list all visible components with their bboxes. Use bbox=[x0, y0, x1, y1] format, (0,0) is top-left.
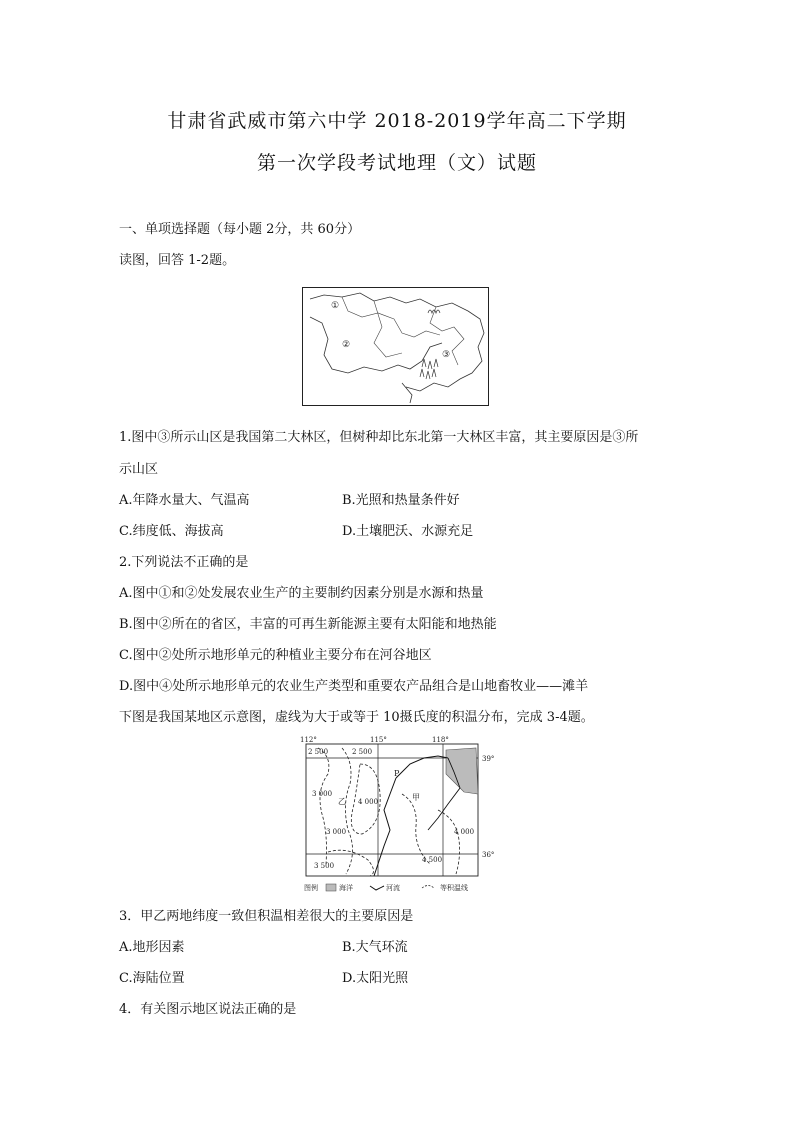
map2-iso-3000-b: 3 000 bbox=[326, 828, 347, 836]
map2-iso-4500: 4 500 bbox=[422, 856, 443, 864]
map2-iso-4000-b: 4 000 bbox=[454, 828, 475, 836]
question-1-stem-line2: 示山区 bbox=[119, 462, 159, 477]
question-1-option-a: A.年降水量大、气温高 bbox=[119, 493, 250, 508]
question-2-option-b: B.图中②所在的省区，丰富的可再生新能源主要有太阳能和地热能 bbox=[119, 617, 497, 632]
question-2-option-a: A.图中①和②处发展农业生产的主要制约因素分别是水源和热量 bbox=[119, 586, 484, 601]
map2-place-yi: 乙 bbox=[338, 797, 346, 806]
question-3-option-c: C.海陆位置 bbox=[119, 971, 185, 986]
map1-label-3: ③ bbox=[442, 350, 451, 360]
question-2-option-c: C.图中②处所示地形单元的种植业主要分布在河谷地区 bbox=[119, 648, 432, 663]
page-title-line2: 第一次学段考试地理（文）试题 bbox=[256, 152, 537, 174]
map-figure-2 bbox=[298, 734, 498, 894]
map2-iso-3500: 3 500 bbox=[314, 862, 335, 870]
question-1-option-b: B.光照和热量条件好 bbox=[342, 493, 460, 508]
map2-iso-4000-a: 4 000 bbox=[358, 798, 379, 806]
map2-place-jia: 甲 bbox=[412, 793, 420, 802]
map2-legend-isoline: 等积温线 bbox=[440, 884, 468, 892]
intro-questions-3-4: 下图是我国某地区示意图，虚线为大于或等于 10摄氏度的积温分布，完成 3-4题。 bbox=[119, 710, 594, 725]
question-3-stem: 3．甲乙两地纬度一致但积温相差很大的主要原因是 bbox=[119, 909, 414, 924]
question-1-option-d: D.土壤肥沃、水源充足 bbox=[342, 524, 474, 539]
map1-label-2: ② bbox=[342, 340, 351, 350]
page-title-line1: 甘肃省武威市第六中学 2018-2019学年高二下学期 bbox=[167, 110, 627, 132]
map2-lon-118: 118° bbox=[432, 736, 449, 744]
question-3-option-d: D.太阳光照 bbox=[342, 971, 409, 986]
question-2-stem: 2.下列说法不正确的是 bbox=[119, 555, 249, 570]
map2-legend-ocean: 海洋 bbox=[339, 884, 353, 892]
question-3-option-b: B.大气环流 bbox=[342, 940, 408, 955]
map2-lat-36: 36° bbox=[482, 851, 495, 859]
map-figure-1 bbox=[302, 287, 489, 406]
map2-place-p: P bbox=[394, 769, 400, 778]
question-1-option-c: C.纬度低、海拔高 bbox=[119, 524, 224, 539]
map1-label-1: ① bbox=[331, 301, 340, 311]
question-1-stem-line1: 1.图中③所示山区是我国第二大林区，但树种却比东北第一大林区丰富，其主要原因是③所 bbox=[119, 430, 639, 445]
map2-iso-2500-a: 2 500 bbox=[308, 748, 329, 756]
question-3-option-a: A.地形因素 bbox=[119, 940, 185, 955]
map2-lon-115: 115° bbox=[370, 736, 387, 744]
map2-lat-39: 39° bbox=[482, 755, 495, 763]
map2-iso-2500-b: 2 500 bbox=[352, 748, 373, 756]
intro-questions-1-2: 读图，回答 1-2题。 bbox=[119, 253, 236, 268]
question-4-stem: 4．有关图示地区说法正确的是 bbox=[119, 1002, 297, 1017]
map2-lon-112: 112° bbox=[300, 736, 317, 744]
question-2-option-d: D.图中④处所示地形单元的农业生产类型和重要农产品组合是山地畜牧业——滩羊 bbox=[119, 679, 589, 694]
section-heading: 一、单项选择题（每小题 2分，共 60分） bbox=[119, 222, 361, 237]
map2-iso-3000-a: 3 000 bbox=[312, 790, 333, 798]
map2-legend-river: 河流 bbox=[386, 884, 400, 892]
map2-legend-title: 图例 bbox=[304, 884, 318, 892]
